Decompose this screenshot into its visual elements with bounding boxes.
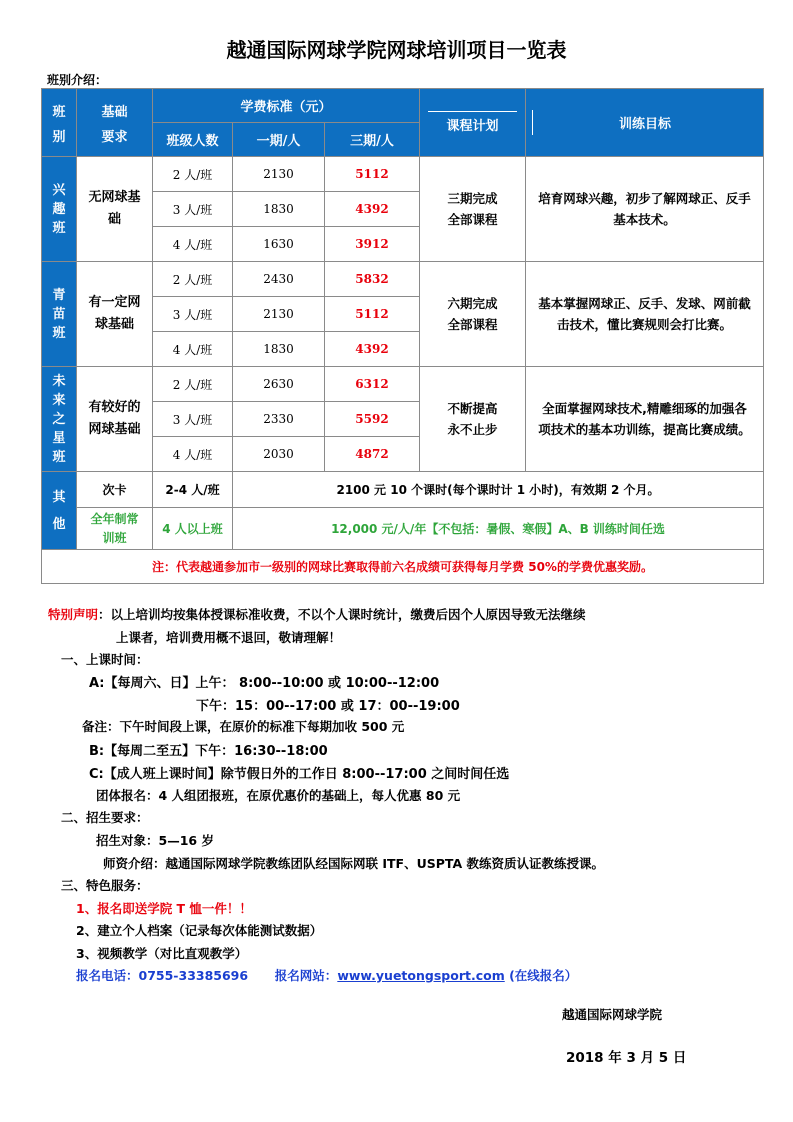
header-fee-standard: 学费标准（元） — [153, 89, 420, 123]
class-size-cell: 2 人/班 — [153, 157, 233, 192]
header-one-term: 一期/人 — [233, 123, 325, 157]
one-term-fee: 2130 — [233, 157, 325, 192]
one-term-fee: 2330 — [233, 402, 325, 437]
three-term-fee: 4872 — [325, 437, 420, 472]
training-goal: 培育网球兴趣，初步了解网球正、反手 基本技术。 — [526, 157, 764, 262]
recruit-teachers: 师资介绍：越通国际网球学院教练团队经国际网联 ITF、USPTA 教练资质认证教练授课。 — [103, 856, 604, 871]
one-term-fee: 2030 — [233, 437, 325, 472]
site-label: 报名网站： — [274, 968, 338, 983]
feature-tshirt: 1、报名即送学院 T 恤一件！！ — [76, 901, 252, 916]
card-description: 2100 元 10 个课时(每个课时计 1 小时)，有效期 2 个月。 — [233, 472, 764, 508]
course-plan: 不断提高 永不止步 — [420, 367, 526, 472]
three-term-fee: 3912 — [325, 227, 420, 262]
annual-label: 全年制常 训班 — [77, 508, 153, 550]
header-goal: 训练目标 — [526, 89, 764, 157]
three-term-fee: 4392 — [325, 192, 420, 227]
class-size-cell: 3 人/班 — [153, 192, 233, 227]
group-enroll: 团体报名：4 人组团报班，在原优惠价的基础上，每人优惠 80 元 — [96, 788, 461, 803]
intro-label: 班别介绍： — [47, 73, 108, 87]
header-plan: 课程计划 — [420, 89, 526, 157]
class-size-cell: 4 人/班 — [153, 437, 233, 472]
header-three-terms: 三期/人 — [325, 123, 420, 157]
annual-size: 4 人以上班 — [153, 508, 233, 550]
group-name-future-star: 未 来 之 星 班 — [42, 367, 77, 472]
class-size-cell: 3 人/班 — [153, 297, 233, 332]
three-term-fee: 5112 — [325, 297, 420, 332]
feature-video: 3、视频教学（对比直观教学） — [76, 946, 248, 961]
fee-table — [41, 88, 764, 584]
recruit-target: 招生对象：5—16 岁 — [96, 833, 214, 848]
class-size-cell: 3 人/班 — [153, 402, 233, 437]
site-note: (在线报名） — [509, 968, 578, 983]
three-term-fee: 5112 — [325, 157, 420, 192]
section-recruit-heading: 二、招生要求： — [61, 810, 149, 825]
group-name-interest: 兴 趣 班 — [42, 157, 77, 262]
page-title: 越通国际网球学院网球培训项目一览表 — [226, 38, 567, 62]
section-features-heading: 三、特色服务： — [61, 878, 149, 893]
one-term-fee: 1830 — [233, 192, 325, 227]
class-size-cell: 2 人/班 — [153, 262, 233, 297]
time-a-afternoon: 下午：15：00--17:00 或 17：00--19:00 — [196, 699, 460, 714]
one-term-fee: 1630 — [233, 227, 325, 262]
header-base: 基础 要求 — [77, 89, 153, 157]
card-size: 2-4 人/班 — [153, 472, 233, 508]
time-a-morning: A:【每周六、日】上午： 8:00--10:00 或 10:00--12:00 — [89, 676, 440, 691]
group-name-other: 其 他 — [42, 472, 77, 550]
signature-org: 越通国际网球学院 — [562, 1007, 663, 1022]
one-term-fee: 2630 — [233, 367, 325, 402]
header-class: 班 别 — [42, 89, 77, 157]
time-b: B:【每周二至五】下午：16:30--18:00 — [89, 744, 328, 759]
special-statement — [48, 605, 586, 623]
one-term-fee: 2130 — [233, 297, 325, 332]
training-goal: 全面掌握网球技术,精雕细琢的加强各 项技术的基本功训练，提高比赛成绩。 — [526, 367, 764, 472]
three-term-fee: 5592 — [325, 402, 420, 437]
course-plan: 六期完成 全部课程 — [420, 262, 526, 367]
annual-description: 12,000 元/人/年【不包括：暑假、寒假】A、B 训练时间任选 — [233, 508, 764, 550]
header-class-size: 班级人数 — [153, 123, 233, 157]
statement-text: ：以上培训均按集体授课标准收费，不以个人课时统计，缴费后因个人原因导致无法继续 — [98, 607, 586, 622]
group-name-sprout: 青 苗 班 — [42, 262, 77, 367]
contact-line — [76, 966, 577, 984]
class-size-cell: 2 人/班 — [153, 367, 233, 402]
phone-label: 报名电话： — [76, 968, 139, 983]
group-requirement: 有一定网 球基础 — [77, 262, 153, 367]
one-term-fee: 1830 — [233, 332, 325, 367]
feature-profile: 2、建立个人档案（记录每次体能测试数据） — [76, 923, 323, 938]
website-link[interactable]: www.yuetongsport.com — [337, 968, 505, 983]
course-plan: 三期完成 全部课程 — [420, 157, 526, 262]
table-note: 注：代表越通参加市一级别的网球比赛取得前六名成绩可获得每月学费 50%的学费优惠奖励。 — [42, 550, 764, 584]
group-requirement: 无网球基 础 — [77, 157, 153, 262]
class-size-cell: 4 人/班 — [153, 332, 233, 367]
three-term-fee: 5832 — [325, 262, 420, 297]
statement-label: 特别声明 — [48, 607, 99, 622]
one-term-fee: 2430 — [233, 262, 325, 297]
card-label: 次卡 — [77, 472, 153, 508]
three-term-fee: 6312 — [325, 367, 420, 402]
phone-number[interactable]: 0755-33385696 — [138, 968, 249, 983]
section-time-heading: 一、上课时间： — [61, 652, 149, 667]
statement-text-cont: 上课者，培训费用概不退回，敬请理解！ — [116, 630, 342, 645]
group-requirement: 有较好的 网球基础 — [77, 367, 153, 472]
three-term-fee: 4392 — [325, 332, 420, 367]
class-size-cell: 4 人/班 — [153, 227, 233, 262]
training-goal: 基本掌握网球正、反手、发球、网前截 击技术，懂比赛规则会打比赛。 — [526, 262, 764, 367]
signature-date: 2018 年 3 月 5 日 — [566, 1050, 687, 1066]
time-c: C:【成人班上课时间】除节假日外的工作日 8:00--17:00 之间时间任选 — [89, 767, 510, 782]
time-remark: 备注：下午时间段上课，在原价的标准下每期加收 500 元 — [82, 719, 405, 734]
